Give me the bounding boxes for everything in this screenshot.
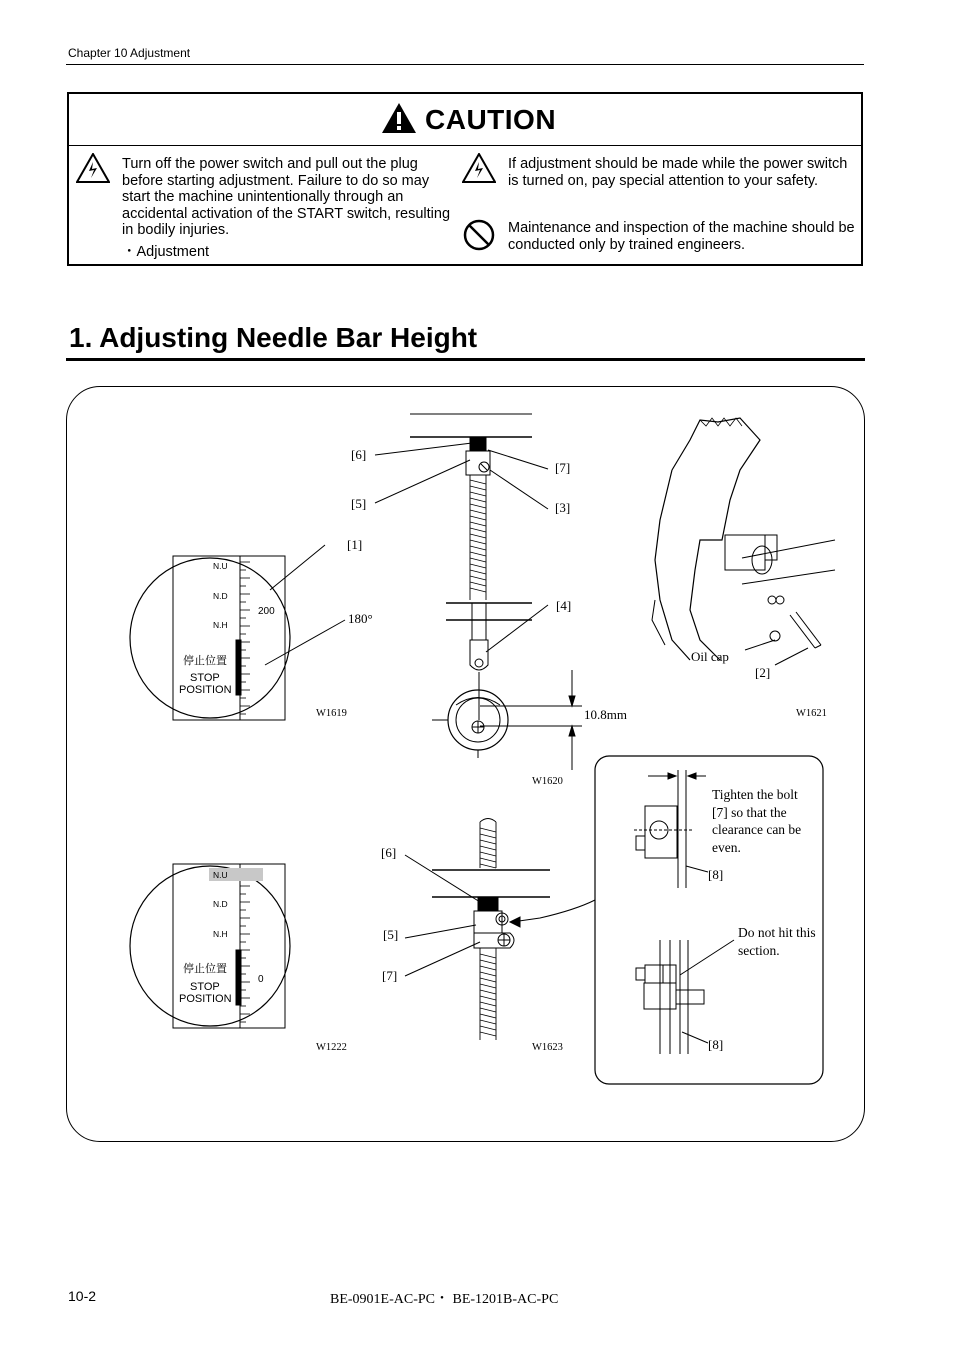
dial-nu-text: N.U	[213, 870, 228, 880]
section-title: 1. Adjusting Needle Bar Height	[69, 322, 478, 353]
figure-code: W1621	[796, 708, 827, 719]
label-1: [1]	[347, 537, 363, 552]
label-oil-cap: Oil cap	[691, 649, 729, 664]
caution-right-text-2: Maintenance and inspection of the machine should be conducted only by trained engineers.	[508, 220, 855, 253]
dial-nu-text: N.U	[213, 561, 228, 571]
dial-stop-jp: 停止位置	[183, 655, 227, 667]
label-4: [4]	[556, 598, 572, 613]
dial-stop-2: POSITION	[179, 993, 232, 1005]
dial-nd-text: N.D	[213, 591, 228, 601]
figure-code: W1222	[316, 1042, 347, 1053]
label-5-bottom: [5]	[383, 927, 399, 942]
caution-right-text-1: If adjustment should be made while the power switch is turned on, pay special attention to your safety.	[508, 156, 848, 189]
dial-stop-2: POSITION	[179, 684, 232, 696]
model-name: BE-0901E-AC-PC・ BE-1201B-AC-PC	[330, 1292, 559, 1307]
caution-left-sub: ・Adjustment	[122, 244, 210, 260]
dial-nd-text: N.D	[213, 899, 228, 909]
chapter-header: Chapter 10 Adjustment	[68, 46, 191, 60]
dial-nh-text: N.H	[213, 929, 228, 939]
label-6-top: [6]	[351, 447, 367, 462]
label-7-bottom: [7]	[382, 968, 398, 983]
figure-code: W1619	[316, 708, 347, 719]
dial-stop-jp: 停止位置	[183, 963, 227, 975]
note-tighten: Tighten the bolt [7] so that the clearance can be even.	[712, 787, 802, 855]
dial-value-bottom: 0	[258, 974, 264, 985]
dial-value-top: 200	[258, 606, 275, 617]
caution-left-text: Turn off the power switch and pull out the plug before starting adjustment. Failure to do so may start the machine unintentionally through an accidental activation of the START switch, resulting in bodily injuries.	[122, 156, 451, 238]
label-6-bottom: [6]	[381, 845, 397, 860]
label-7-top: [7]	[555, 460, 571, 475]
page-number: 10-2	[68, 1288, 97, 1304]
dial-stop-1: STOP	[190, 981, 220, 993]
caution-title: CAUTION	[425, 104, 557, 135]
label-2: [2]	[755, 665, 771, 680]
figure-code: W1623	[532, 1042, 563, 1053]
label-8-b: [8]	[708, 1037, 724, 1052]
note-do-not-hit: Do not hit this section.	[738, 925, 816, 958]
figure-code: W1620	[532, 776, 563, 787]
label-8-a: [8]	[708, 867, 724, 882]
label-180-degrees: 180°	[348, 611, 373, 626]
label-3: [3]	[555, 500, 571, 515]
label-5-top: [5]	[351, 496, 367, 511]
label-dimension: 10.8mm	[584, 707, 627, 722]
dial-stop-1: STOP	[190, 672, 220, 684]
dial-nh-text: N.H	[213, 620, 228, 630]
